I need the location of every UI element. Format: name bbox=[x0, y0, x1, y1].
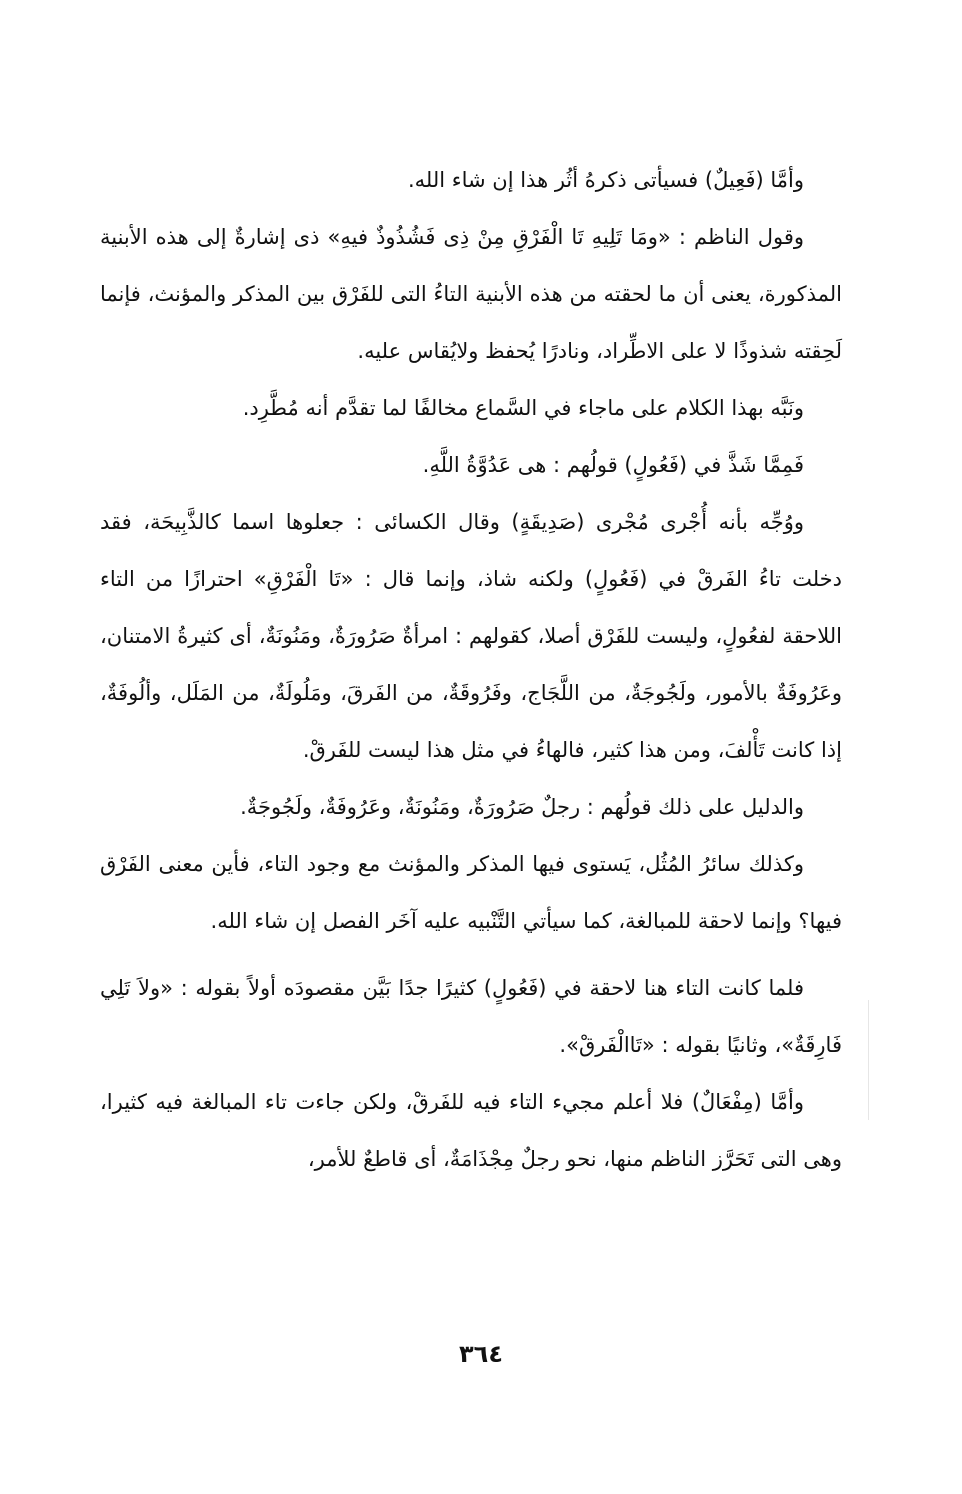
page-body bbox=[100, 152, 842, 1188]
paragraph-9: وأمَّا (مِفْعَالٌ) فلا أعلم مجيء التاء فيه للفَرقْ، ولكن جاءت تاء المبالغة فيه كثيرا، وهى التى تَحَرَّز الناظم منها، نحو رجلٌ مِجْذَامَةٌ، أى قاطعٌ للأمر، bbox=[100, 1090, 842, 1171]
paragraph-4: فَمِمَّا شَذَّ في (فَعُولٍ) قولُهم : هى عَدُوَّةُ اللَّهِ. bbox=[422, 453, 804, 477]
paragraph-7: وكذلك سائرُ المُثُل، يَستوى فيها المذكر والمؤنث مع وجود التاء، فأين معنى الفَرْق فيها؟ وإنما لاحقة للمبالغة، كما سيأتي التَّنْبيه عليه آخَر الفصل إن شاء الله. bbox=[100, 852, 842, 933]
paragraph-8: فلما كانت التاء هنا لاحقة في (فَعُولٍ) كثيرًا جدًا بَيَّن مقصودَه أولاً بقوله : «ولاَ تَلِي فَارِقَةٌ»، وثانيًا بقوله : «تَاالْفَرقْ». bbox=[100, 976, 842, 1057]
paragraph-2: وقول الناظم : «ومَا تَلِيهِ تَا الْفَرْقِ مِنْ ذِى فَشُذُوذٌ فيهِ» ذى إشارةٌ إلى هذه الأبنية المذكورة، يعنى أن ما لحقته من هذه الأبنية التاءُ التى للفَرْق بين المذكر والمؤنث، فإنما لَحِقته شذوذًا لا على الاطِّراد، ونادرًا يُحفظ ولايُقاس عليه. bbox=[100, 225, 842, 363]
paragraph-1: وأمَّا (فَعِيلٌ) فسيأتى ذكرهُ أثُر هذا إن شاء الله. bbox=[407, 168, 804, 192]
paragraph-6: والدليل على ذلك قولُهم : رجلٌ صَرُورَةٌ، ومَنُونَةٌ، وعَرُوفَةٌ، ولَجُوجَةٌ. bbox=[240, 795, 804, 819]
page-number: ٣٦٤ bbox=[459, 1340, 503, 1368]
margin-line bbox=[868, 1000, 869, 1120]
paragraph-5: ووُجِّه بأنه أُجْرى مُجْرى (صَدِيقَةٍ) وقال الكسائى : جعلوها اسما كالذَّبِيحَة، فقد دخلت تاءُ الفَرقْ في (فَعُولٍ) ولكنه شاذ، وإنما قال : «تَا الْفَرْقِ» احترازًا من التاء اللاحقة لفعُولٍ، وليست للفَرْق أصلا، كقولهم : امرأةٌ صَرُورَةٌ، ومَنُونَةٌ، أى كثيرةُ الامتنان، وعَرُوفَةٌ بالأمور، ولَجُوجَةٌ، من اللَّجَاج، وفَرُوقَةٌ، من الفَرقَ، ومَلُولَةٌ، من المَلَل، وألُوفَةٌ، إذا كانت تَأْلفَ، ومن هذا كثير، فالهاءُ في مثل هذا ليست للفَرقْ. bbox=[100, 510, 842, 762]
paragraph-3: ونَبَّه بهذا الكلام على ماجاء في السَّماع مخالفًا لما تقدَّم أنه مُطَّرِد. bbox=[242, 396, 804, 420]
